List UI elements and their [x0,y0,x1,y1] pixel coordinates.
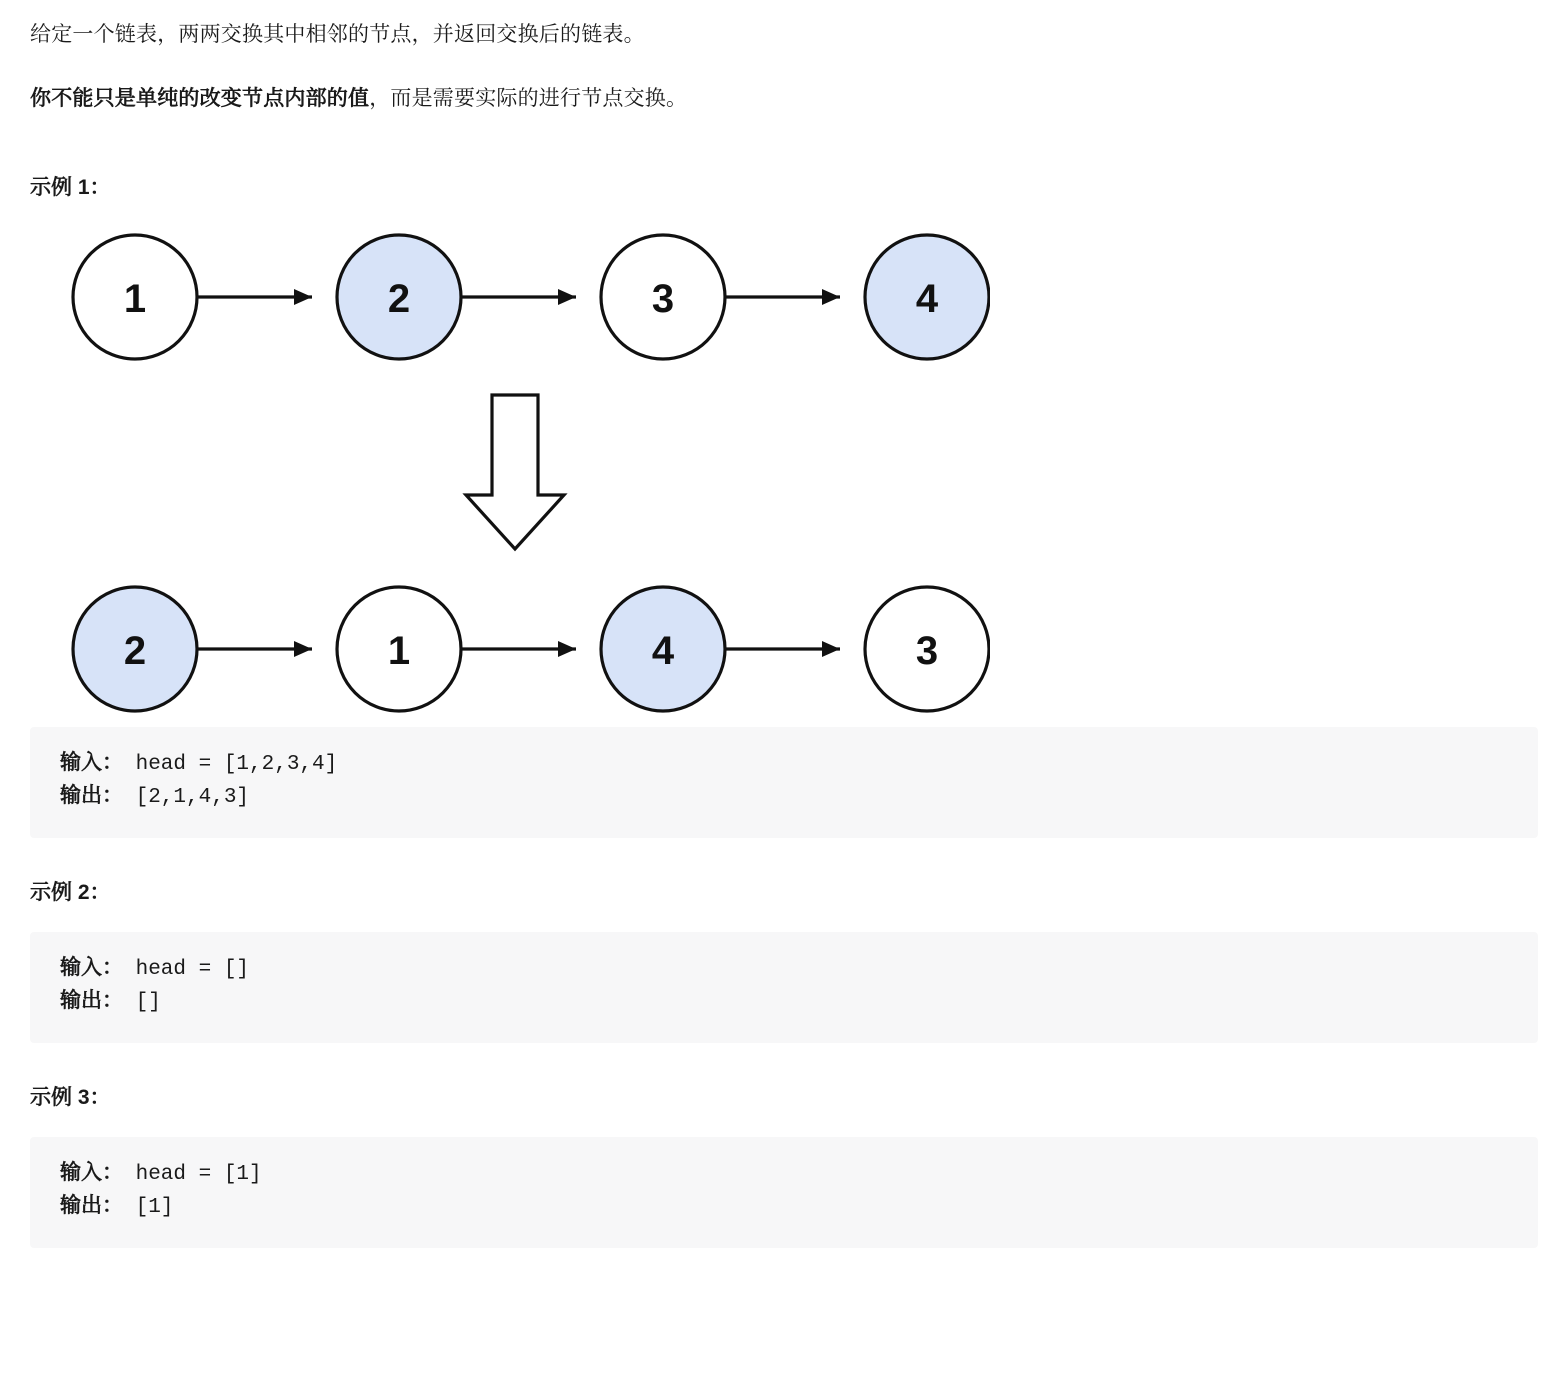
node-label: 1 [387,629,411,674]
top-row-edges [198,289,840,305]
node-top-3 [601,235,725,359]
arrowhead-icon [558,641,576,657]
example-1-title: 示例 1： [30,176,111,200]
node-label: 3 [651,277,675,322]
input-value: head = [] [123,958,250,982]
input-value: head = [1,2,3,4] [123,753,338,777]
output-label: 输出： [60,1195,123,1219]
example-3-title: 示例 3： [30,1086,111,1110]
bottom-row-edges [198,641,840,657]
arrowhead-icon [558,289,576,305]
linked-list-svg [30,227,990,727]
example-2-title: 示例 2： [30,881,111,905]
arrowhead-icon [294,641,312,657]
node-label: 2 [123,629,147,674]
intro-normal-text: ，而是需要实际的进行节点交换。 [369,86,688,110]
node-top-4 [865,235,989,359]
intro-bold-text: 你不能只是单纯的改变节点内部的值 [30,86,370,110]
node-bottom-1 [73,587,197,711]
input-label: 输入： [60,1163,123,1187]
node-label: 1 [123,277,147,322]
output-label: 输出： [60,785,123,809]
node-bottom-2 [337,587,461,711]
example-1-code-block [30,727,1538,838]
arrowhead-icon [822,641,840,657]
intro-paragraph-2 [30,82,1538,116]
example-2-code-block [30,932,1538,1043]
node-bottom-4 [865,587,989,711]
output-value: [1] [123,1195,174,1219]
intro-paragraph-1: 给定一个链表，两两交换其中相邻的节点，并返回交换后的链表。 [30,23,645,46]
input-label: 输入： [60,958,123,982]
arrowhead-icon [822,289,840,305]
down-arrow-icon [466,395,564,549]
node-top-1 [73,235,197,359]
output-label: 输出： [60,990,123,1014]
node-bottom-3 [601,587,725,711]
node-label: 2 [387,277,411,322]
input-label: 输入： [60,753,123,777]
arrowhead-icon [294,289,312,305]
node-label: 4 [651,629,675,674]
node-top-2 [337,235,461,359]
output-value: [2,1,4,3] [123,785,250,809]
node-label: 3 [915,629,939,674]
swap-pairs-diagram [30,227,1538,727]
input-value: head = [1] [123,1163,262,1187]
example-3-code-block [30,1137,1538,1248]
node-label: 4 [915,277,939,322]
output-value: [] [123,990,161,1014]
